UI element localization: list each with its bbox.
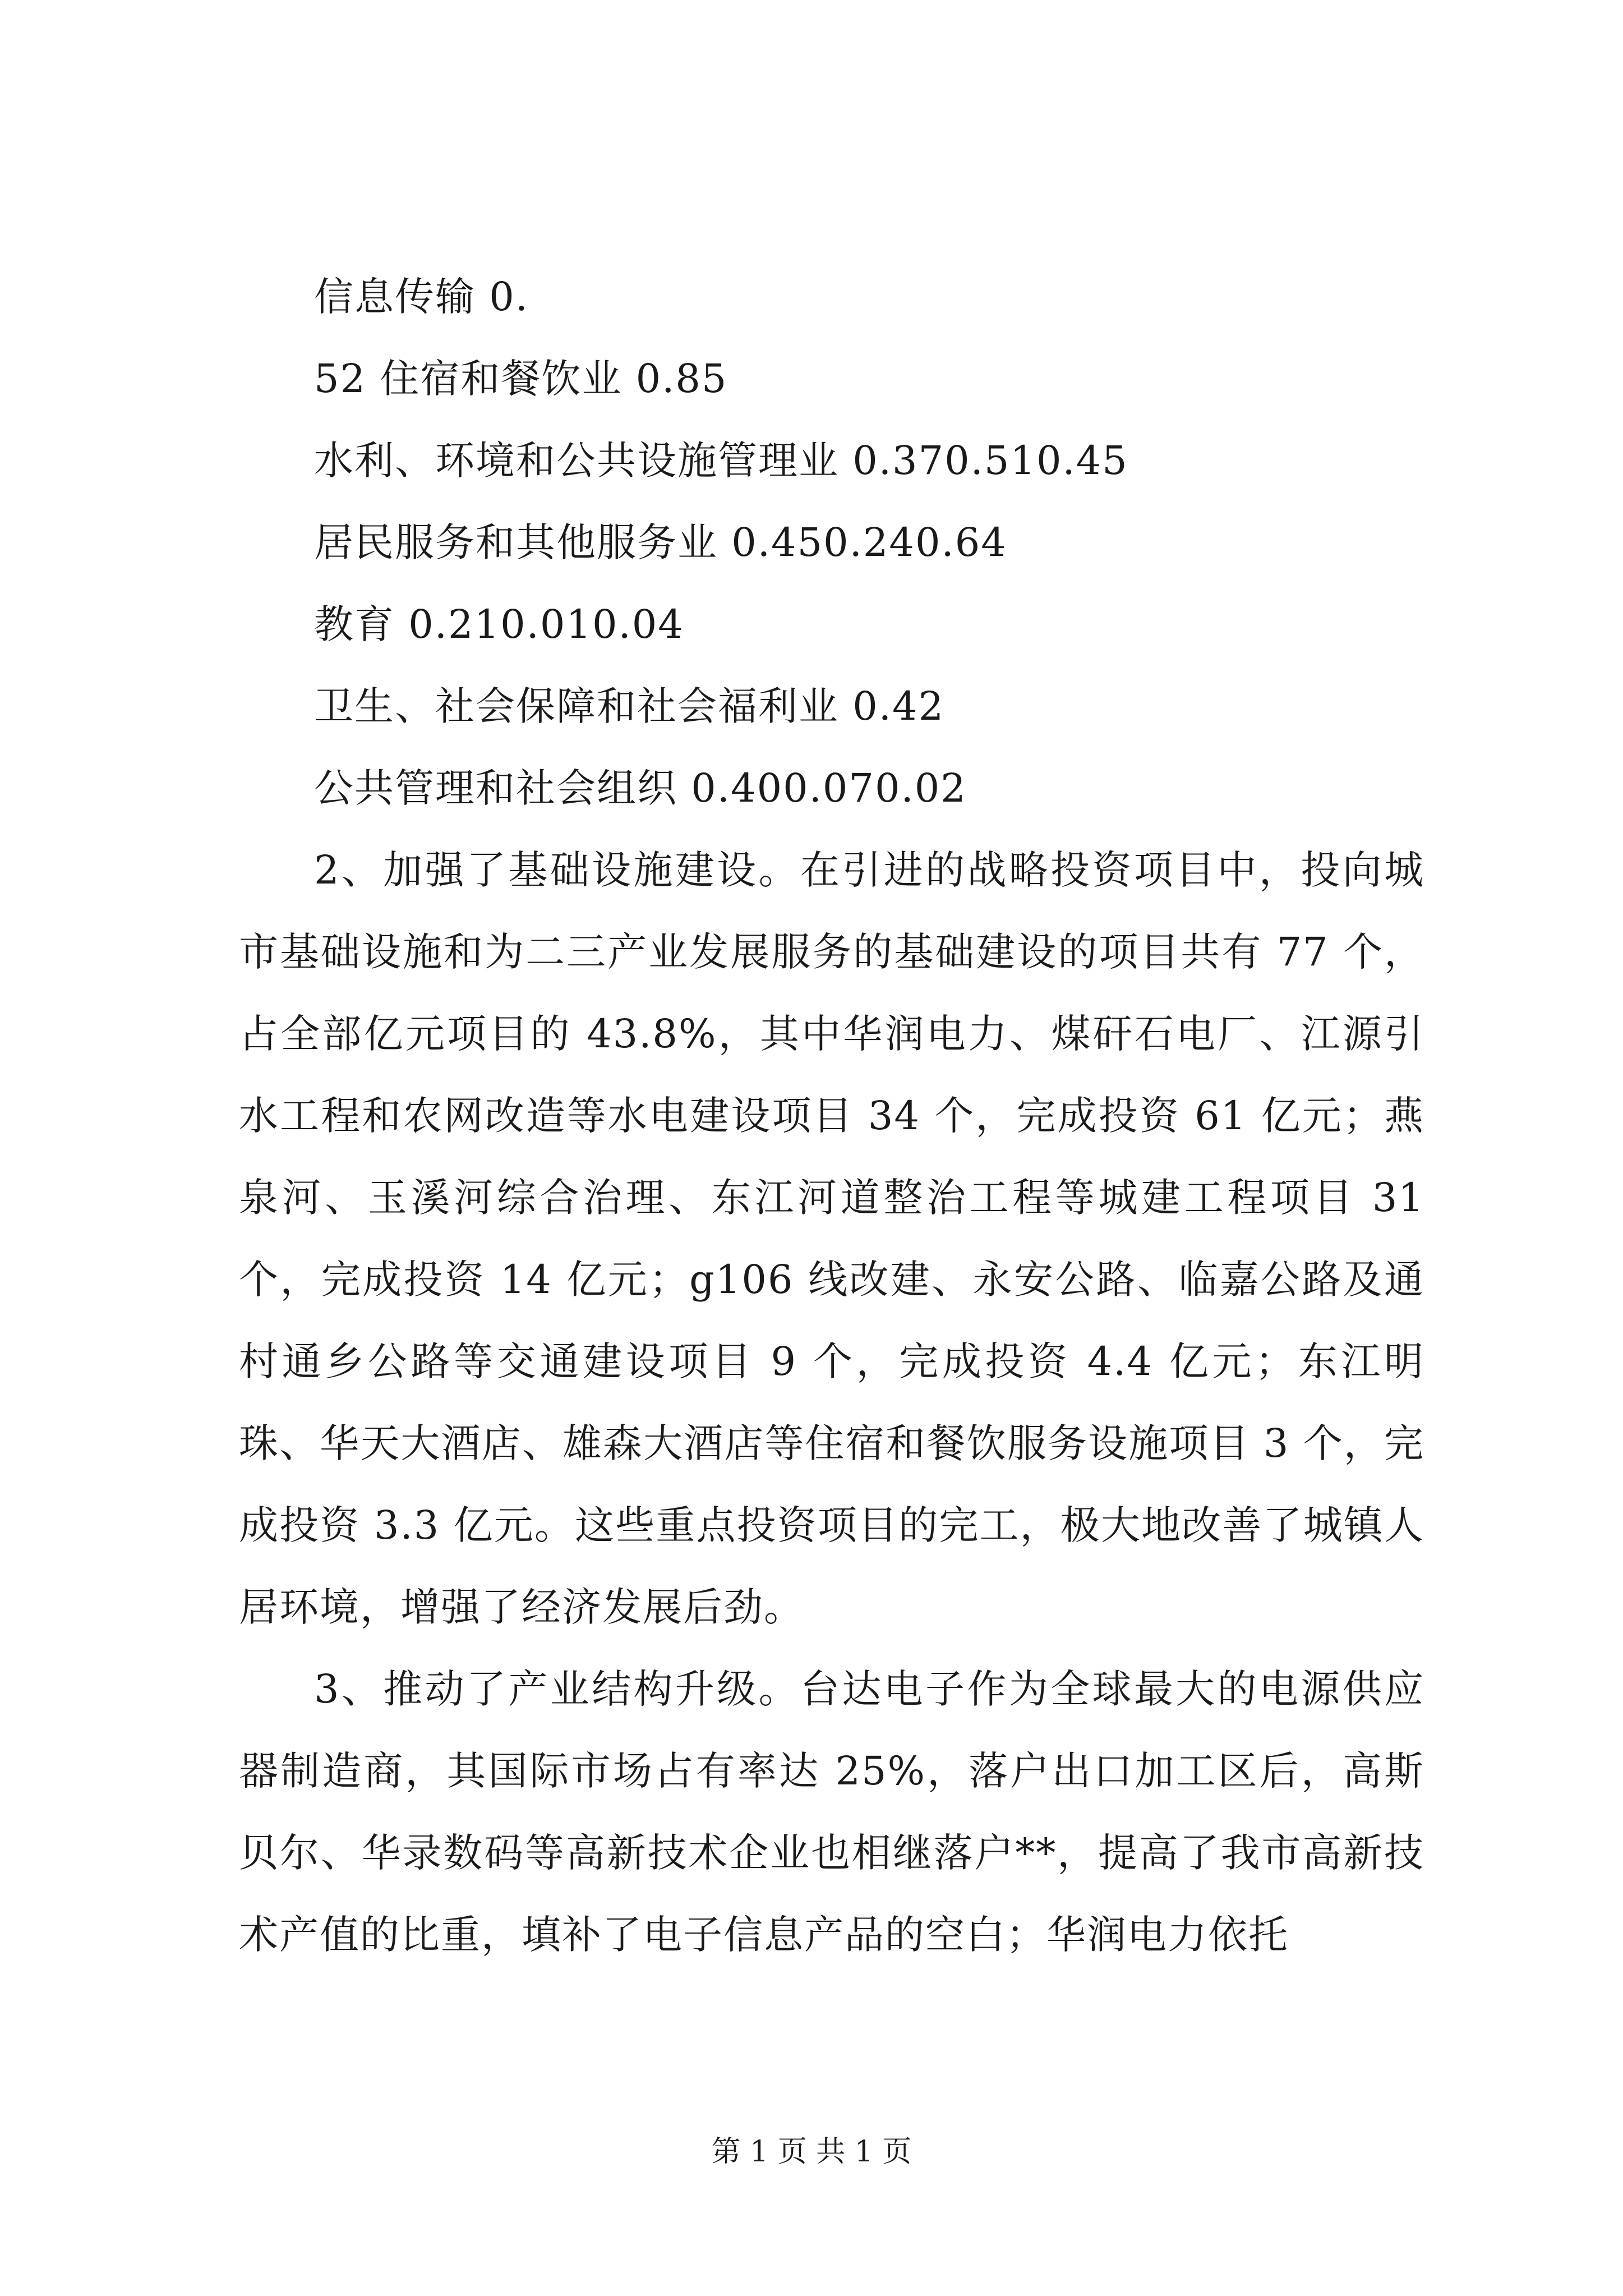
paragraph-industry-upgrade: 3、推动了产业结构升级。台达电子作为全球最大的电源供应器制造商，其国际市场占有率达 25%，落户出口加工区后，高斯贝尔、华录数码等高新技术企业也相继落户**，提高了我市高新技术产值的比重，填补了电子信息产品的空白；华润电力依托 [239,1666,1424,1958]
text-line: 52 住宿和餐饮业 0.85 [314,356,728,402]
paragraph-infrastructure: 2、加强了基础设施建设。在引进的战略投资项目中，投向城市基础设施和为二三产业发展服务的基础建设的项目共有 77 个，占全部亿元项目的 43.8%，其中华润电力、煤矸石电厂、江源引水工程和农网改造等水电建设项目 34 个，完成投资 61 亿元；燕泉河、玉溪河综合治理、东江河道整治工程等城建工程项目 31 个，完成投资 14 亿元；g106 线改建、永安公路、临嘉公路及通村通乡公路等交通建设项目 9 个，完成投资 4.4 亿元；东江明珠、华天大酒店、雄森大酒店等住宿和餐饮服务设施项目 3 个，完成投资 3.3 亿元。这些重点投资项目的完工，极大地改善了城镇人居环境，增强了经济发展后劲。 [239,847,1424,1630]
document-body [239,256,1424,1976]
page-footer: 第 1 页 共 1 页 [711,2135,912,2169]
text-line: 教育 0.210.010.04 [314,601,684,647]
text-line: 水利、环境和公共设施管理业 0.370.510.45 [314,438,1128,484]
text-line: 居民服务和其他服务业 0.450.240.64 [314,519,1007,565]
text-line: 公共管理和社会组织 0.400.070.02 [314,765,967,811]
text-line: 信息传输 0. [314,274,529,320]
text-line: 卫生、社会保障和社会福利业 0.42 [314,683,945,729]
